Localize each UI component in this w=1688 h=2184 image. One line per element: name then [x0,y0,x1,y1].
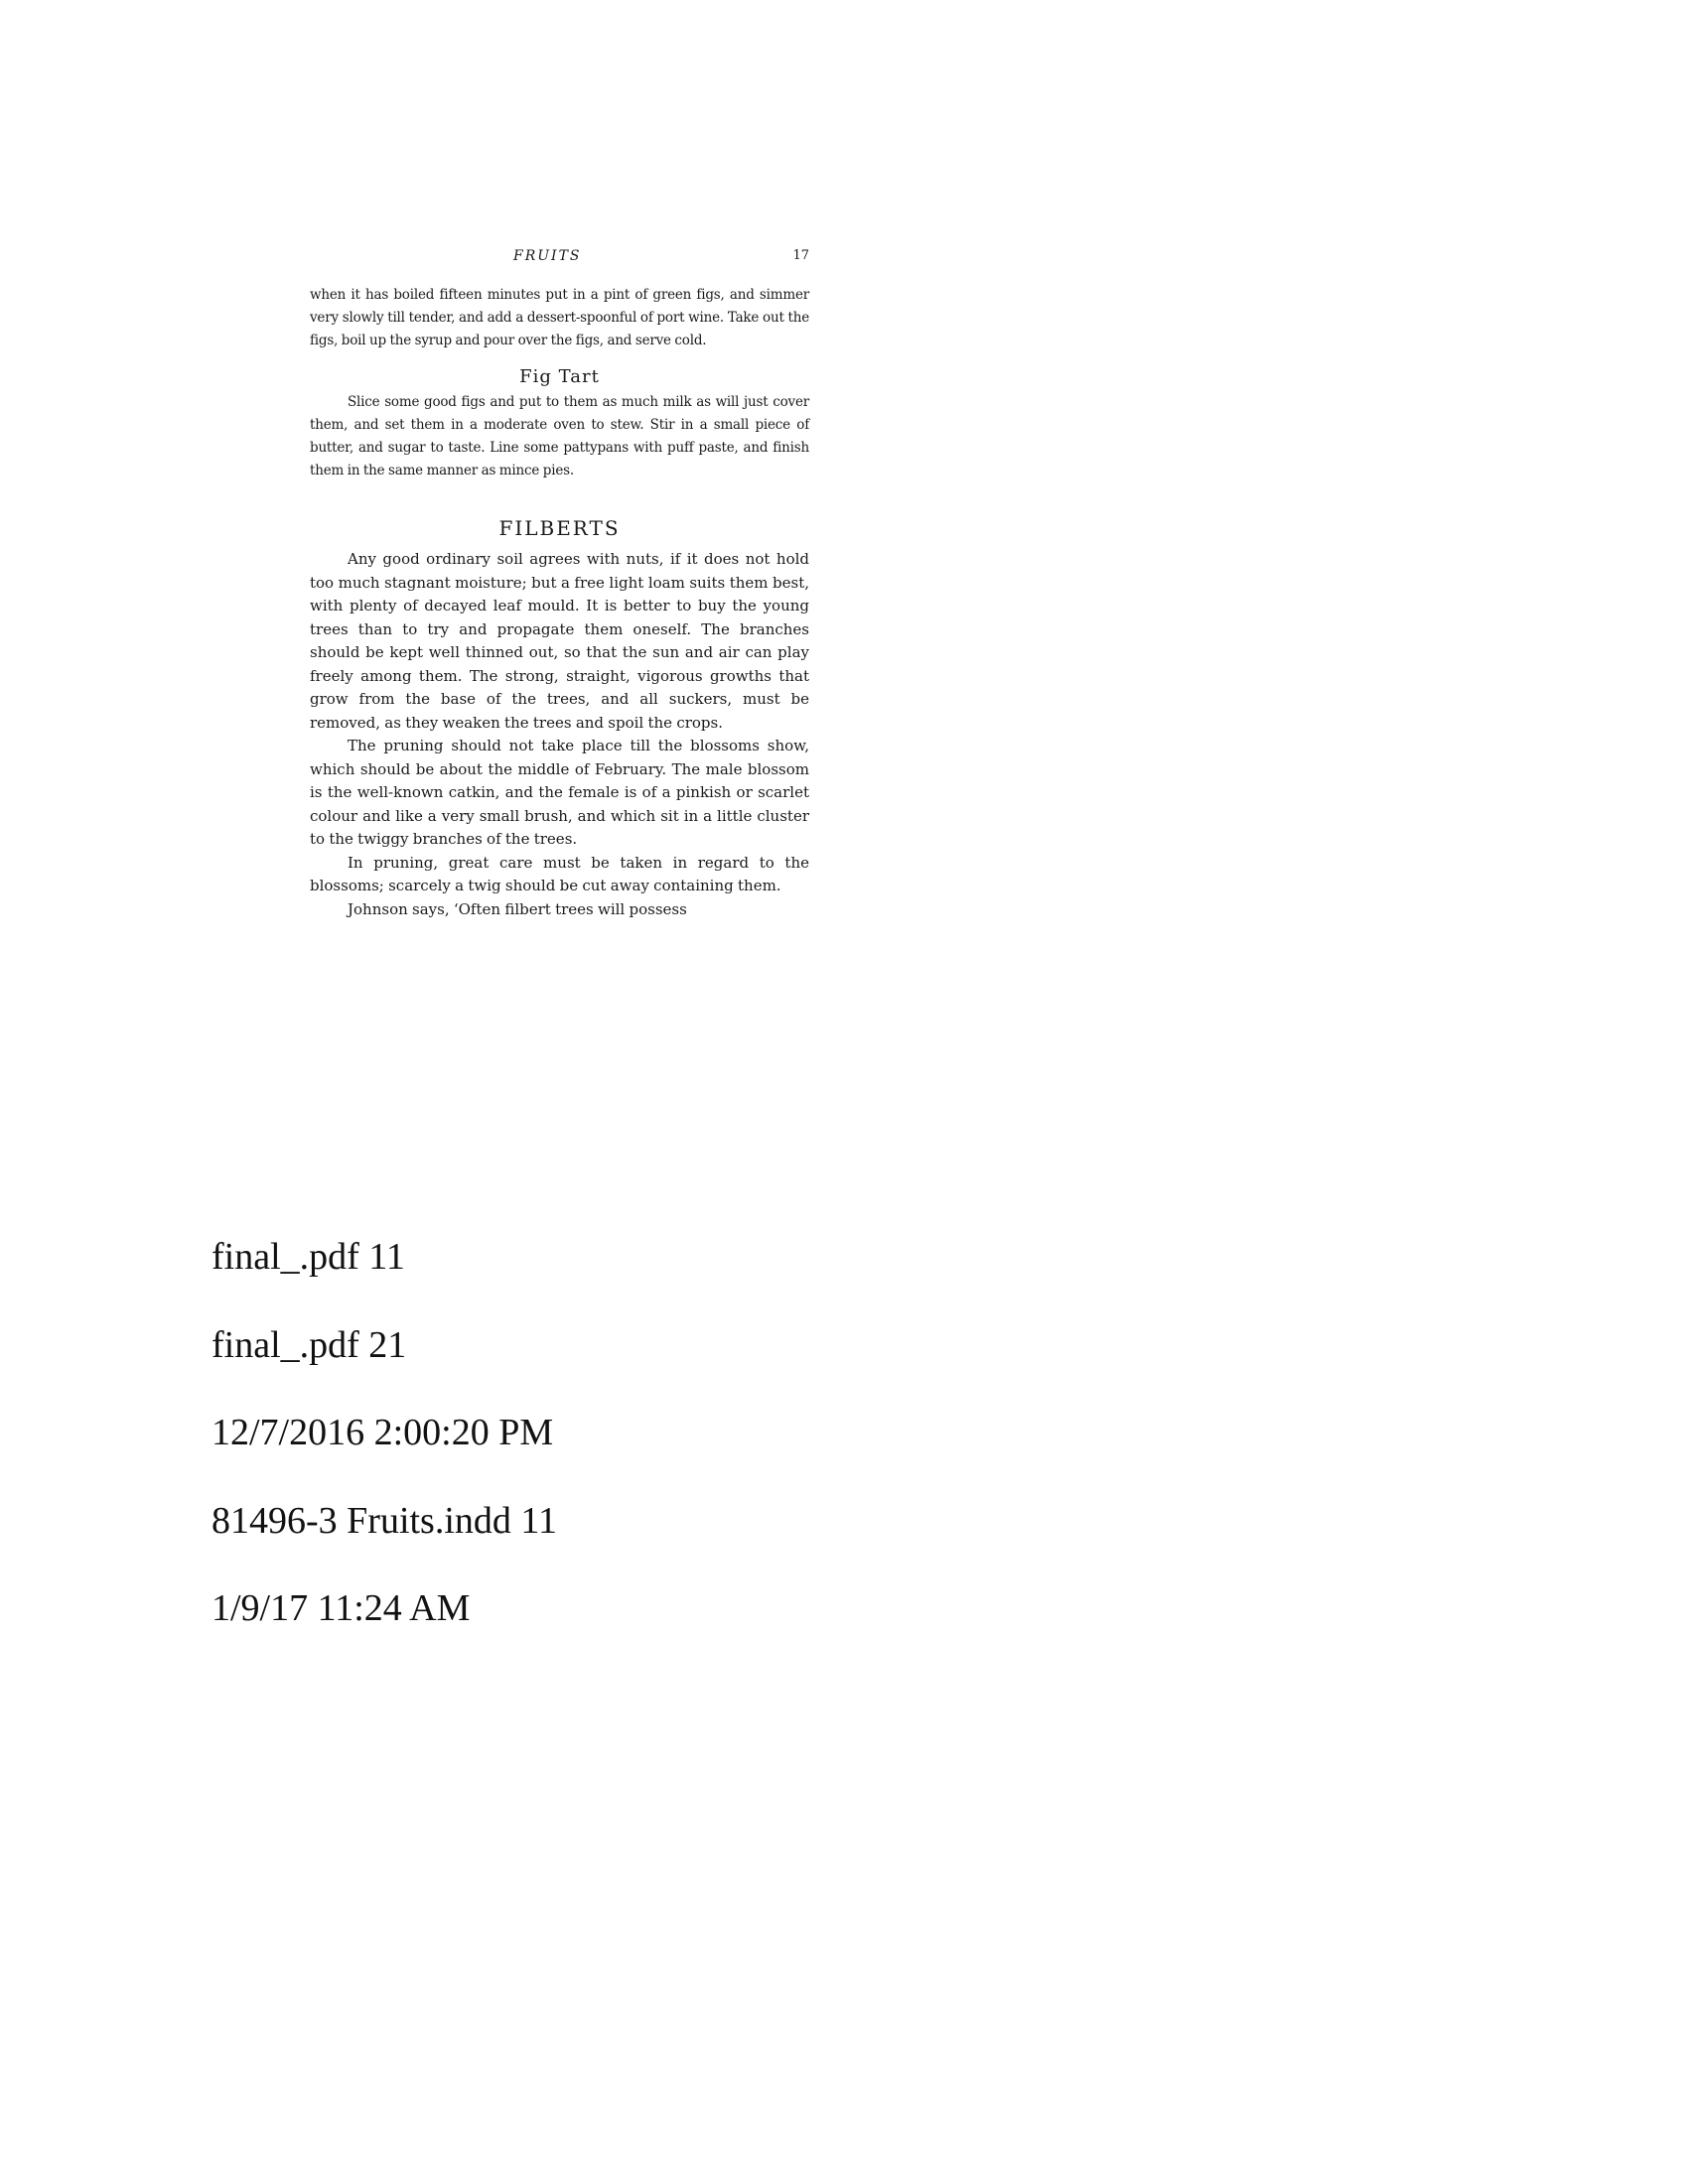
section-heading-fig-tart: Fig Tart [519,366,600,387]
production-info-line: 81496-3 Fruits.indd 11 [211,1499,557,1542]
scanned-book-page [310,248,809,921]
filberts-paragraph: In pruning, great care must be taken in regard to the blossoms; scarcely a twig should be cut away containing them. [310,853,809,894]
production-info-line: 12/7/2016 2:00:20 PM [211,1412,554,1453]
filberts-paragraph: Johnson says, ‘Often filbert trees will possess [348,899,687,918]
section-heading-filberts: FILBERTS [498,516,621,540]
page-number: 17 [792,248,809,263]
filberts-paragraph: Any good ordinary soil agrees with nuts, if it does not hold too much stagnant moisture; but a free light loam suits them best, with plenty of decayed leaf mould. It is better to buy the young trees than to try and propagate them oneself. The branches should be kept well thinned out, so that the sun and air can play freely among them. The strong, straight, vigorous growths that grow from the base of the trees, and all suckers, must be removed, as they weaken the trees and spoil the crops. [310,550,809,732]
production-info [211,1229,557,1669]
fig-tart-paragraph: Slice some good figs and put to them as much milk as will just cover them, and set them in a moderate oven to stew. Stir in a small piece of butter, and sugar to taste. Line some pattypans with puff paste, and finish them in the same manner as mince pies. [310,394,809,478]
running-title: FRUITS [513,248,582,264]
production-info-line: final_.pdf 21 [211,1323,407,1366]
running-head [310,248,809,274]
filberts-paragraph: The pruning should not take place till the blossoms show, which should be about the middle of February. The male blossom is the well-known catkin, and the female is of a pinkish or scarlet colour and like a very small brush, and which sit in a little cluster to the twiggy branches of the trees. [310,737,809,848]
continued-paragraph: when it has boiled fifteen minutes put in a pint of green figs, and simmer very slowly till tender, and add a dessert-spoonful of port wine. Take out the figs, boil up the syrup and pour over the figs, and serve cold. [310,287,809,348]
production-info-line: 1/9/17 11:24 AM [211,1587,471,1629]
production-info-line: final_.pdf 11 [211,1236,405,1278]
